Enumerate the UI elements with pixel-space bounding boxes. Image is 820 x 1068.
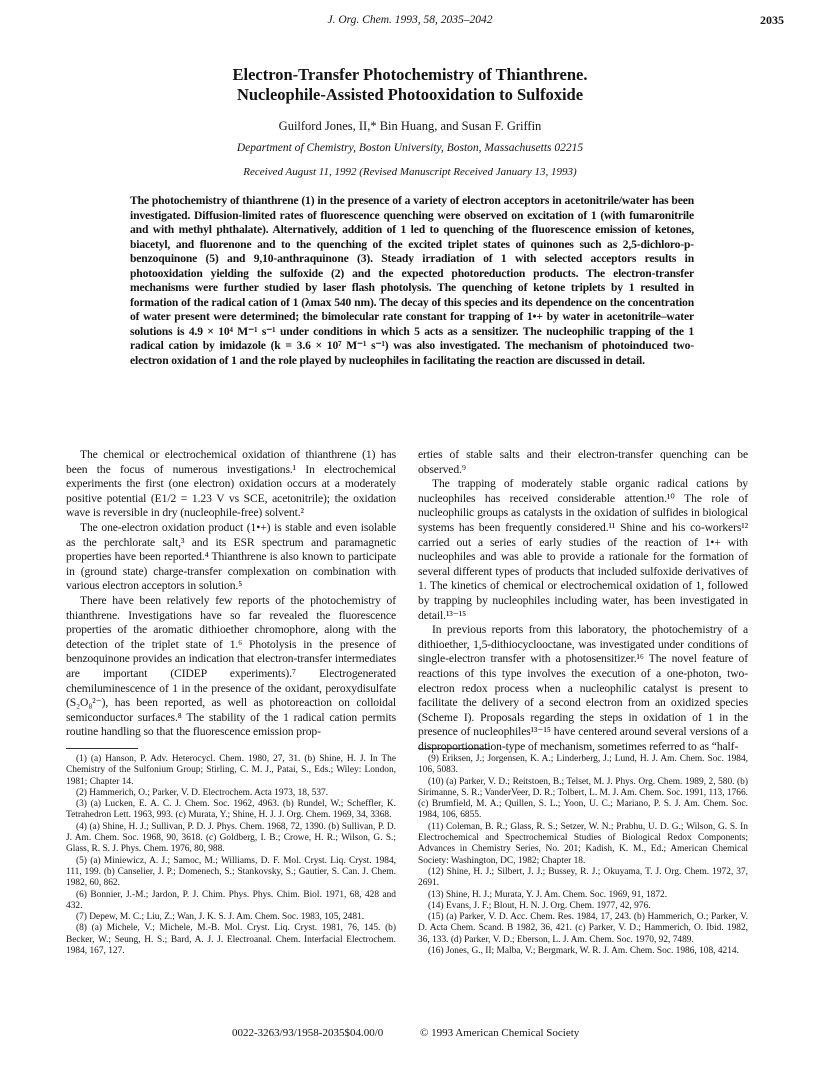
references-right — [418, 754, 748, 957]
authors: Guilford Jones, II,* Bin Huang, and Susan F. Griffin — [278, 119, 542, 133]
body-paragraph: There have been relatively few reports of the photochemistry of thianthrene. Investigations have so far revealed the fluorescence properties of the aromatic dithioether chromophore, along with the detection of the triplet state of 1.⁶ Photolysis in the presence of benzoquinone provides an indication that electron-transfer intermediates are important (CIDEP experiments).⁷ Electrogenerated chemiluminescence of 1 in the presence of the oxidant, peroxydisulfate (S₂O₈²⁻), has been reported, as well as photoreaction on colloidal semiconductor surfaces.⁸ The stability of the 1 radical cation permits routine handling so that the fluorescence emission prop- — [66, 593, 396, 739]
body-column-left — [66, 448, 396, 740]
abstract: The photochemistry of thianthrene (1) in the presence of a variety of electron acceptors in acetonitrile/water has been investigated. Diffusion-limited rates of fluorescence quenching were observed on excitation of 1 (with fumaronitrile and with methyl phthalate). Alternatively, addition of 1 led to quenching of the fluorescence emission of ketones, biacetyl, and fluorenone and to the quenching of the excited triplet states of quinones such as 2,5-dichloro-p-benzoquinone (5) and 9,10-anthraquinone (3). Steady irradiation of 1 with selected acceptors results in photooxidation yielding the sulfoxide (2) and the expected photoreduction products. The electron-transfer mechanisms were further studied by laser flash photolysis. The quenching of ketone triplets by 1 resulted in formation of the radical cation of 1 (λmax 540 nm). The decay of this species and its dependence on the concentration of water present were determined; the bimolecular rate constant for trapping of 1•+ by water in acetonitrile–water solutions is 4.9 × 10⁴ M⁻¹ s⁻¹ under conditions in which 5 acts as a sensitizer. The nucleophilic trapping of the 1 radical cation by imidazole (k = 3.6 × 10⁷ M⁻¹ s⁻¹) was also investigated. The mechanism of photoinduced two-electron oxidation of 1 and the role played by nucleophiles in facilitating the reaction are discussed in detail. — [130, 194, 694, 367]
reference: (15) (a) Parker, V. D. Acc. Chem. Res. 1984, 17, 243. (b) Hammerich, O.; Parker, V. D. Acta Chem. Scand. B 1982, 36, 421. (c) Parker, V. D.; Hammerich, O. Ibid. 1982, 36, 133. (d) Parker, V. D.; Eberson, L. J. Am. Chem. Soc. 1970, 92, 7489. — [418, 912, 748, 945]
footnote-divider — [418, 748, 490, 749]
body-paragraph: The chemical or electrochemical oxidation of thianthrene (1) has been the focus of numerous investigations.¹ In electrochemical experiments the first (one electron) oxidation occurs at a moderately positive potential (E1/2 = 1.23 V vs SCE, acetonitrile); the oxidation wave is reversible in dry (nucleophile-free) solvent.² — [66, 448, 396, 520]
reference: (10) (a) Parker, V. D.; Reitstoen, B.; Telset, M. J. Phys. Org. Chem. 1989, 2, 580. (b) Sirimanne, S. R.; VanderVeer, D. R.; Tolbert, L. M. J. Am. Chem. Soc. 1991, 113, 1766. (c) Brumfield, M. A.; Quillen, S. L.; Yoon, U. C.; Mariano, P. S. J. Am. Chem. Soc. 1984, 106, 6855. — [418, 776, 748, 821]
body-paragraph: In previous reports from this laboratory, the photochemistry of a dithioether, 1,5-dithiocyclooctane, was investigated under conditions of single-electron transfer with a photosensitizer.¹⁶ The novel feature of reactions of this type involves the execution of a one-photon, two-electron redox process when a nucleophilic catalyst is present to facilitate the delivery of a second electron from an oxidized species (Scheme I). Proposals regarding the steps in oxidation of 1 in the presence of nucleophiles¹³⁻¹⁵ have centered around several versions of a disproportionation-type of mechanism, sometimes referred to as “half- — [418, 623, 748, 753]
copyright: © 1993 American Chemical Society — [420, 1027, 580, 1039]
reference: (16) Jones, G., II; Malba, V.; Bergmark, W. R. J. Am. Chem. Soc. 1986, 108, 4214. — [428, 946, 739, 957]
running-header: J. Org. Chem. 1993, 58, 2035–2042 — [327, 14, 493, 26]
received-date: Received August 11, 1992 (Revised Manuscript Received January 13, 1993) — [243, 166, 577, 178]
page-number: 2035 — [760, 13, 784, 27]
reference: (7) Depew, M. C.; Liu, Z.; Wan, J. K. S. J. Am. Chem. Soc. 1983, 105, 2481. — [76, 912, 365, 923]
reference: (1) (a) Hanson, P. Adv. Heterocycl. Chem. 1980, 27, 31. (b) Shine, H. J. In The Chemistry of the Sulfonium Group; Stirling, C. M. J., Patai, S., Eds.; Wiley: London, 1981; Chapter 14. — [66, 754, 396, 787]
title-line-1: Electron-Transfer Photochemistry of Thianthrene. — [232, 65, 588, 84]
reference: (5) (a) Miniewicz, A. J.; Samoc, M.; Williams, D. F. Mol. Cryst. Liq. Cryst. 1984, 111, 199. (b) Canselier, J. P.; Domenech, S.; Stankovsky, S.; Gautier, S. Can. J. Chem. 1982, 60, 862. — [66, 855, 396, 889]
reference: (3) (a) Lucken, E. A. C. J. Chem. Soc. 1962, 4963. (b) Rundel, W.; Scheffler, K. Tetrahedron Lett. 1963, 993. (c) Murata, Y.; Shine, H. J. J. Org. Chem. 1969, 34, 3368. — [66, 799, 396, 821]
reference: (8) (a) Michele, V.; Michele, M.-B. Mol. Cryst. Liq. Cryst. 1981, 76, 145. (b) Becker, W.; Seung, H. S.; Bard, A. J. J. Electroanal. Chem. Interfacial Electrochem. 1984, 167, 127. — [66, 923, 396, 957]
affiliation: Department of Chemistry, Boston University, Boston, Massachusetts 02215 — [236, 142, 584, 154]
body-column-right — [418, 448, 748, 754]
references-left — [66, 754, 396, 957]
reference: (11) Coleman, B. R.; Glass, R. S.; Setzer, W. N.; Prabhu, U. D. G.; Wilson, G. S. In Electrochemical and Spectrochemical Studies of Biological Redox Components; Advances in Chemistry Series, No. 201; Kadish, K. M., Ed.; American Chemical Society: Washington, DC, 1982; Chapter 18. — [418, 821, 748, 866]
reference: (9) Eriksen, J.; Jorgensen, K. A.; Linderberg, J.; Lund, H. J. Am. Chem. Soc. 1984, 106, 5083. — [418, 754, 748, 776]
body-paragraph: erties of stable salts and their electron-transfer quenching can be observed.⁹ — [418, 448, 748, 476]
body-paragraph: The trapping of moderately stable organic radical cations by nucleophiles has received considerable attention.¹⁰ The role of nucleophilic groups as catalysts in the oxidation of sulfides in biological systems has been frequently considered.¹¹ Shine and his co-workers¹² carried out a series of early studies of the reaction of 1•+ with nucleophiles and was able to provide a rationale for the formation of several different types of products that included sulfoxide derivatives of 1. The kinetics of chemical or electrochemical oxidation of 1, followed by trapping by nucleophiles including water, has been investigated in detail.¹³⁻¹⁵ — [418, 477, 748, 622]
title-line-2: Nucleophile-Assisted Photooxidation to Sulfoxide — [236, 85, 584, 104]
reference: (4) (a) Shine, H. J.; Sullivan, P. D. J. Phys. Chem. 1968, 72, 1390. (b) Sullivan, P. D. J. Am. Chem. Soc. 1968, 90, 3618. (c) Goldberg, I. B.; Crowe, H. R.; Wilson, G. S.; Glass, R. S. J. Phys. Chem. 1976, 80, 988. — [66, 821, 396, 855]
article-title — [60, 65, 760, 105]
body-paragraph: The one-electron oxidation product (1•+) is stable and even isolable as the perchlorate salt,³ and its ESR spectrum and paramagnetic properties have been reported.⁴ Thianthrene is also known to participate in (ground state) charge-transfer complexation on combination with various electron acceptors in solution.⁵ — [66, 520, 396, 593]
reference: (2) Hammerich, O.; Parker, V. D. Electrochem. Acta 1973, 18, 537. — [76, 787, 329, 798]
reference: (6) Bonnier, J.-M.; Jardon, P. J. Chim. Phys. Phys. Chim. Biol. 1971, 68, 428 and 432. — [66, 889, 396, 911]
reference: (13) Shine, H. J.; Murata, Y. J. Am. Chem. Soc. 1969, 91, 1872. — [428, 889, 668, 900]
footnote-divider — [66, 748, 138, 749]
article-code: 0022-3263/93/1958-2035$04.00/0 — [232, 1027, 384, 1039]
reference: (12) Shine, H. J.; Silbert, J. J.; Bussey, R. J.; Okuyama, T. J. Org. Chem. 1972, 37, 2691. — [418, 866, 748, 889]
reference: (14) Evans, J. F.; Blout, H. N. J. Org. Chem. 1977, 42, 976. — [428, 900, 651, 911]
